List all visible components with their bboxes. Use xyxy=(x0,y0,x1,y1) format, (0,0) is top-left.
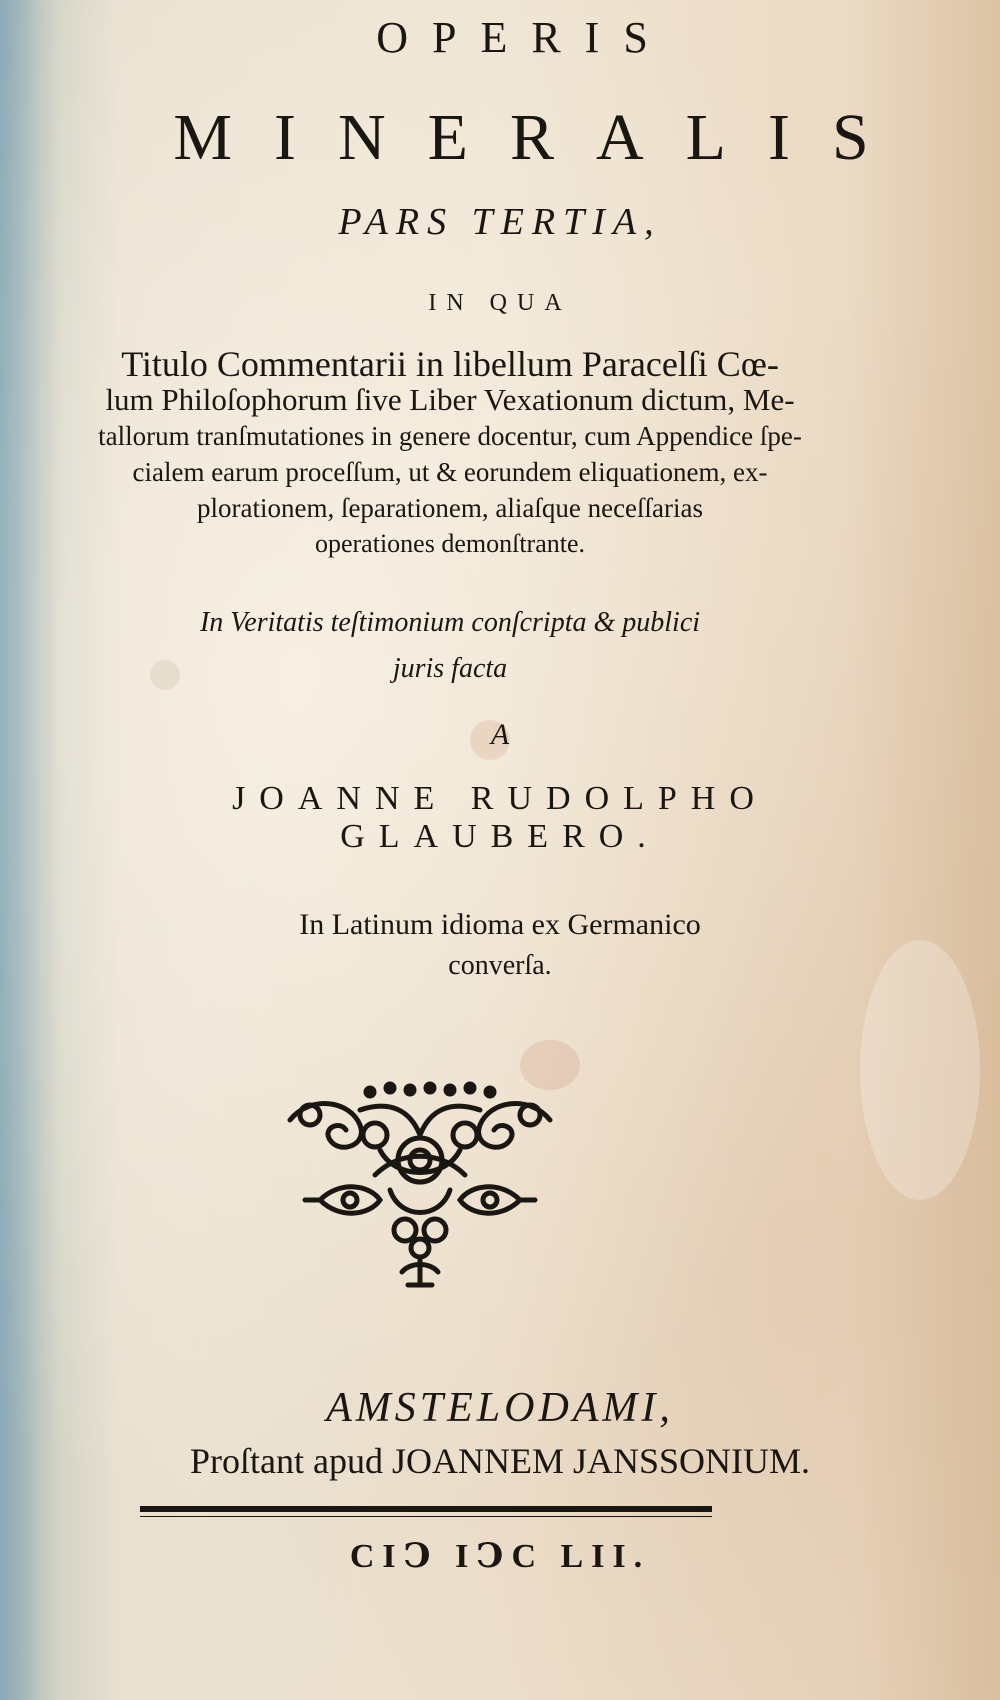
description-line: tallorum tranſmutationes in genere docentur, cum Appendice ſpe- xyxy=(98,421,802,451)
author-name-line1: JOANNE RUDOLPHO xyxy=(232,780,768,817)
imprint-date: CIↃ IↃC LII. xyxy=(349,1538,651,1575)
title-in-qua: IN QUA xyxy=(428,290,572,316)
author-name-line2: GLAUBERO. xyxy=(340,818,660,855)
imprint-city: AMSTELODAMI, xyxy=(326,1385,674,1431)
description-paragraph xyxy=(40,346,860,562)
description-line: lum Philoſophorum ſive Liber Vexationum dictum, Me- xyxy=(105,382,795,417)
description-line: plorationem, ſeparationem, aliaſque neceſſarias xyxy=(196,493,704,523)
description-line: cialem earum proceſſum, ut & eorundem eliquationem, ex- xyxy=(132,457,768,487)
testimony-line: In Veritatis teſtimonium conſcripta & publici xyxy=(199,607,701,638)
testimony-line: juris facta xyxy=(392,653,508,684)
testimony-statement xyxy=(40,600,860,692)
translation-note-line1: In Latinum idioma ex Germanico xyxy=(299,908,701,941)
printer-ornament-icon xyxy=(280,1080,580,1300)
title-mineralis: MINERALIS xyxy=(173,101,911,174)
description-line: Titulo Commentarii in libellum Paracelſi Cœ- xyxy=(121,344,779,384)
translation-note-line2: converſa. xyxy=(448,950,552,981)
byline-a: A xyxy=(490,718,510,751)
title-pars-tertia: PARS TERTIA, xyxy=(338,201,662,243)
double-rule-divider xyxy=(140,1506,712,1512)
title-operis: OPERIS xyxy=(376,13,672,62)
description-line: operationes demonſtrante. xyxy=(314,529,586,558)
imprint-publisher: Proſtant apud JOANNEM JANSSONIUM. xyxy=(189,1441,810,1481)
